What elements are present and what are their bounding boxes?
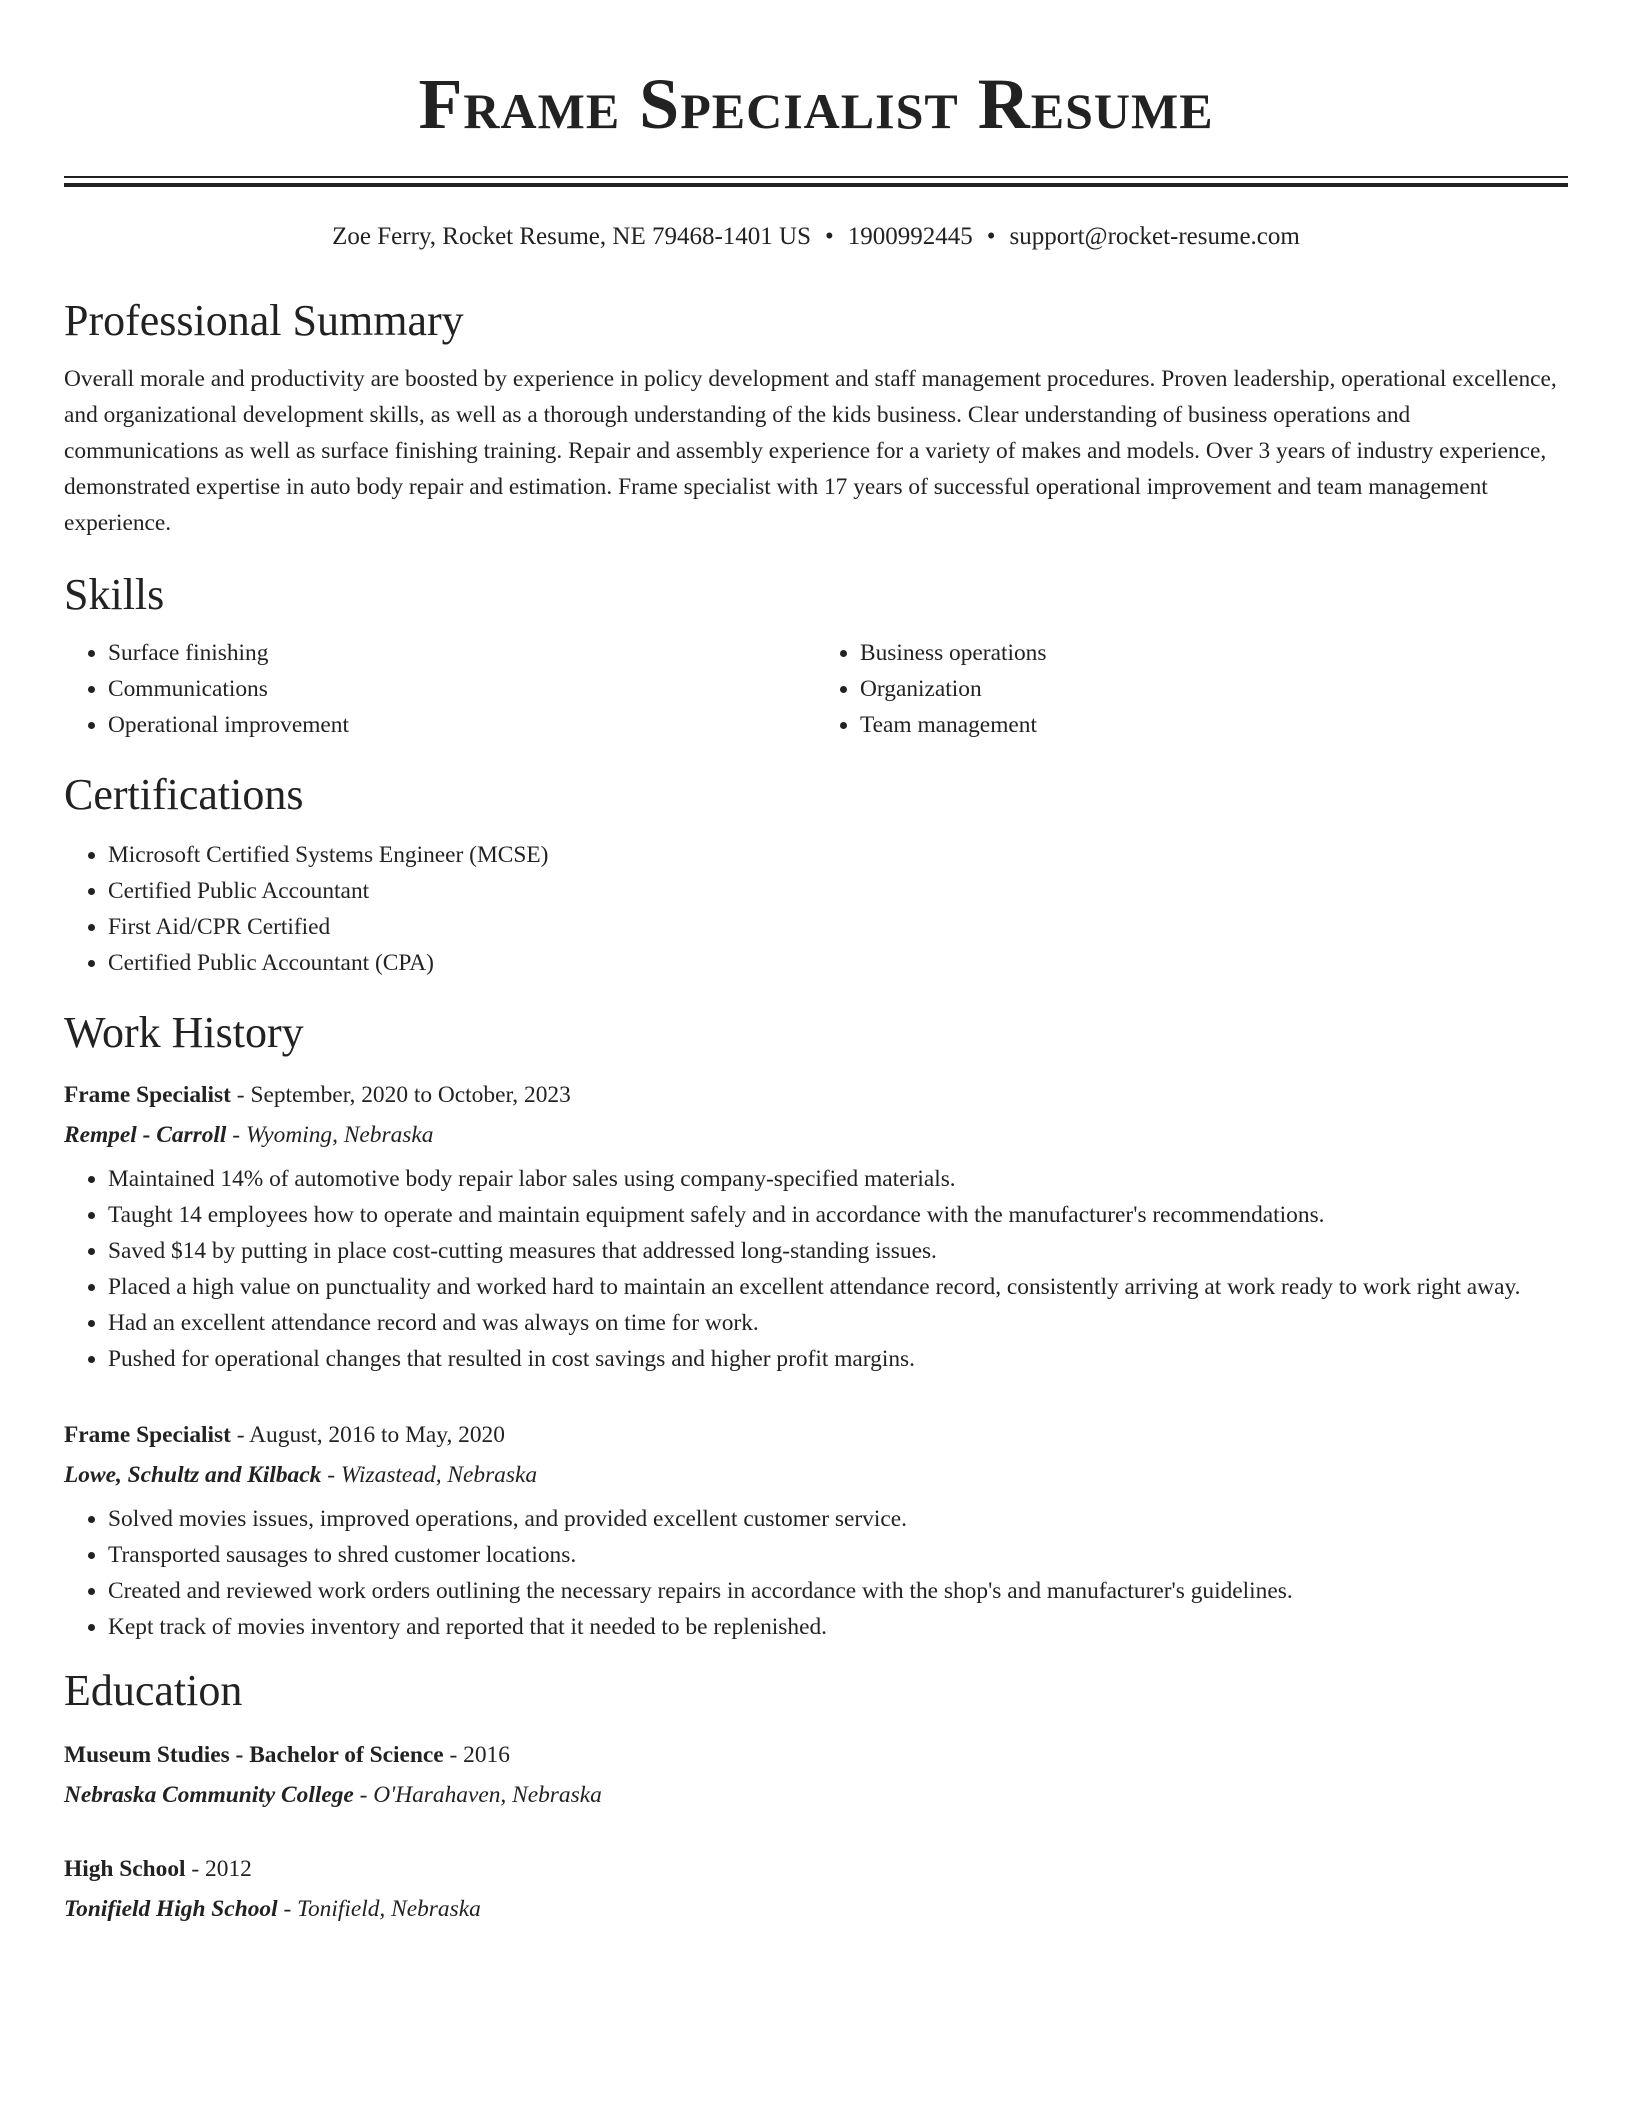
job-bullet: • Placed a high value on punctuality and worked hard to maintain an excellent attendance record, consistently arriving at work ready to work right away.	[108, 1269, 1568, 1305]
job-bullet: • Taught 14 employees how to operate and maintain equipment safely and in accordance with the manufacturer's recommendations.	[108, 1197, 1568, 1233]
education-year: 2016	[463, 1742, 510, 1768]
education-school: Tonifield High School	[64, 1896, 278, 1922]
job-bullet: • Transported sausages to shred customer locations.	[108, 1537, 1568, 1573]
job-employer: Rempel - Carroll - Wyoming, Nebraska	[64, 1122, 434, 1148]
job-dates: August, 2016 to May, 2020	[249, 1422, 505, 1448]
contact-line	[64, 221, 1568, 253]
job-bullet: • Maintained 14% of automotive body repair labor sales using company-specified materials.	[108, 1161, 1568, 1197]
skill-item: • Operational improvement	[108, 707, 816, 743]
summary-heading: Professional Summary	[64, 296, 464, 345]
certification-item: • First Aid/CPR Certified	[108, 909, 1568, 945]
job-bullet: • Solved movies issues, improved operations, and provided excellent customer service.	[108, 1501, 1568, 1537]
skills-list-right	[816, 635, 1568, 743]
education-degree: Museum Studies - Bachelor of Science	[64, 1742, 444, 1768]
education-school: Nebraska Community College	[64, 1782, 354, 1808]
education-entry	[64, 1735, 1568, 1815]
job-bullet: • Pushed for operational changes that resulted in cost savings and higher profit margins.	[108, 1341, 1568, 1377]
title-divider-bottom	[64, 183, 1568, 187]
job-bullets	[64, 1161, 1568, 1377]
skill-item: • Surface finishing	[108, 635, 816, 671]
job-title: Frame Specialist	[64, 1422, 231, 1448]
job-header: Frame Specialist - September, 2020 to October, 2023	[64, 1082, 571, 1108]
job-company: Lowe, Schultz and Kilback	[64, 1462, 322, 1488]
skill-item: • Communications	[108, 671, 816, 707]
education-institution: Tonifield High School - Tonifield, Nebraska	[64, 1896, 481, 1922]
education-degree: High School	[64, 1856, 186, 1882]
summary-text: Overall morale and productivity are boosted by experience in policy development and staff management procedures. Proven leadership, operational excellence, and organizational development skills, as well as a thorough understanding of the kids business. Clear understanding of business operations and communications as well as surface finishing training. Repair and assembly experience for a variety of makes and models. Over 3 years of industry experience, demonstrated expertise in auto body repair and estimation. Frame specialist with 17 years of successful operational improvement and team management experience.	[64, 366, 1557, 536]
skills-list-left	[64, 635, 816, 743]
work-history-section	[64, 1007, 1568, 1645]
certification-item: • Microsoft Certified Systems Engineer (MCSE)	[108, 837, 1568, 873]
skills-grid	[64, 635, 1568, 743]
job-bullet: • Kept track of movies inventory and reported that it needed to be replenished.	[108, 1609, 1568, 1645]
certifications-section	[64, 769, 1568, 981]
skill-item: • Organization	[860, 671, 1568, 707]
job-location: Wizastead, Nebraska	[340, 1462, 538, 1488]
education-institution: Nebraska Community College - O'Harahaven, Nebraska	[64, 1782, 602, 1808]
job-entry	[64, 1415, 1568, 1645]
certifications-heading: Certifications	[64, 770, 304, 819]
education-year: 2012	[205, 1856, 252, 1882]
education-entry	[64, 1849, 1568, 1929]
job-header: Frame Specialist - August, 2016 to May, 2020	[64, 1422, 505, 1448]
education-heading: Education	[64, 1666, 243, 1715]
education-section	[64, 1665, 1568, 1929]
summary-section	[64, 295, 1568, 541]
contact-separator: •	[986, 223, 996, 250]
skill-item: • Business operations	[860, 635, 1568, 671]
contact-address: Zoe Ferry, Rocket Resume, NE 79468-1401 US	[332, 223, 812, 250]
education-header: High School - 2012	[64, 1856, 252, 1882]
job-bullet: • Saved $14 by putting in place cost-cutting measures that addressed long-standing issues.	[108, 1233, 1568, 1269]
certification-item: • Certified Public Accountant (CPA)	[108, 945, 1568, 981]
work-history-heading: Work History	[64, 1008, 304, 1057]
contact-phone: 1900992445	[847, 223, 973, 250]
job-employer: Lowe, Schultz and Kilback - Wizastead, Nebraska	[64, 1462, 538, 1488]
certifications-list	[64, 837, 1568, 981]
job-bullet: • Created and reviewed work orders outlining the necessary repairs in accordance with the shop's and manufacturer's guidelines.	[108, 1573, 1568, 1609]
job-company: Rempel - Carroll	[64, 1122, 227, 1148]
job-bullet: • Had an excellent attendance record and was always on time for work.	[108, 1305, 1568, 1341]
skill-item: • Team management	[860, 707, 1568, 743]
job-title: Frame Specialist	[64, 1082, 231, 1108]
job-bullets	[64, 1501, 1568, 1645]
contact-email: support@rocket-resume.com	[1009, 223, 1300, 250]
job-dates: September, 2020 to October, 2023	[250, 1082, 571, 1108]
education-header: Museum Studies - Bachelor of Science - 2016	[64, 1742, 510, 1768]
certification-item: • Certified Public Accountant	[108, 873, 1568, 909]
resume-title: Frame Specialist Resume	[418, 64, 1214, 144]
contact-separator: •	[825, 223, 834, 250]
education-location: O'Harahaven, Nebraska	[373, 1782, 602, 1808]
education-location: Tonifield, Nebraska	[297, 1896, 481, 1922]
title-divider-top	[64, 176, 1568, 178]
job-location: Wyoming, Nebraska	[245, 1122, 434, 1148]
job-entry	[64, 1075, 1568, 1377]
skills-heading: Skills	[64, 570, 165, 619]
skills-section	[64, 569, 1568, 743]
